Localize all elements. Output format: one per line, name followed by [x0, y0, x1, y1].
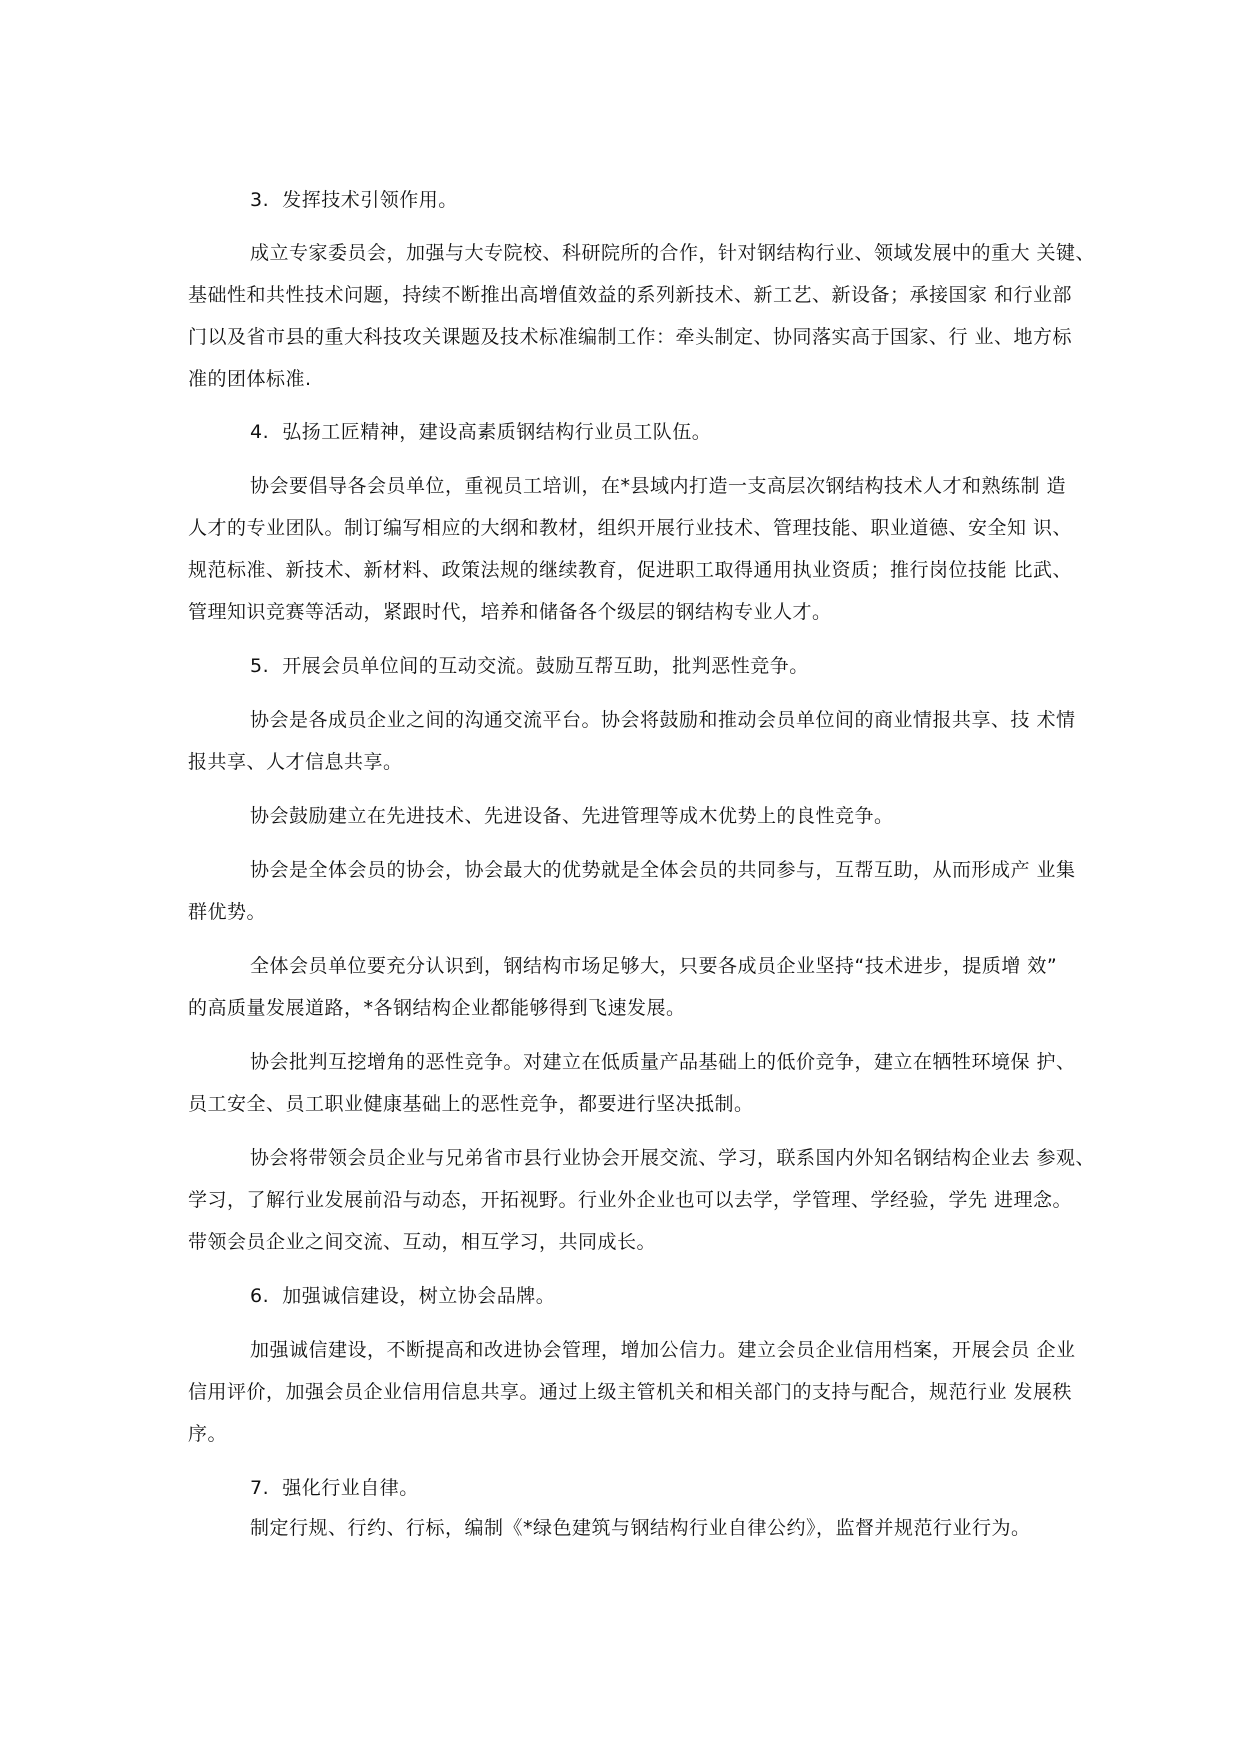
paragraph-line: 学习，了解行业发展前沿与动态，开拓视野。行业外企业也可以去学，学管理、学经验，学先 进理念。: [188, 1189, 1073, 1211]
paragraph-line: 协会要倡导各会员单位，重视员工培训，在*县域内打造一支高层次钢结构技术人才和熟练制 造: [250, 475, 1067, 497]
paragraph-line: 员工安全、员工职业健康基础上的恶性竞争，都要进行坚决抵制。: [188, 1093, 754, 1115]
paragraph-line: 群优势。: [188, 901, 267, 923]
paragraph-line: 的高质量发展道路，*各钢结构企业都能够得到飞速发展。: [188, 997, 686, 1019]
paragraph-line: 序。: [188, 1423, 228, 1445]
paragraph-line: 协会是各成员企业之间的沟通交流平台。协会将鼓励和推动会员单位间的商业情报共享、技 术情: [250, 709, 1076, 731]
paragraph-line: 协会批判互挖增角的恶性竞争。对建立在低质量产品基础上的低价竞争，建立在牺牲环境保 护、: [250, 1051, 1076, 1073]
paragraph-line: 准的团体标准.: [188, 368, 312, 390]
paragraph-line: 协会是全体会员的协会，协会最大的优势就是全体会员的共同参与，互帮互助，从而形成产 业集: [250, 859, 1076, 881]
paragraph-line: 全体会员单位要充分认识到，钢结构市场足够大，只要各成员企业坚持“技术进步，提质增 效”: [250, 955, 1058, 977]
heading-text: 3. 发挥技术引领作用。: [250, 189, 458, 211]
paragraph-line: 协会鼓励建立在先进技术、先进设备、先进管理等成木优势上的良性竞争。: [250, 805, 894, 827]
paragraph-line: 管理知识竞赛等活动，紧跟时代，培养和储备各个级层的钢结构专业人才。: [188, 601, 832, 623]
paragraph-line: 带领会员企业之间交流、互动，相互学习，共同成长。: [188, 1231, 657, 1253]
heading-text: 5. 开展会员单位间的互动交流。鼓励互帮互助，批判恶性竞争。: [250, 655, 809, 677]
paragraph-line: 报共享、人才信息共享。: [188, 751, 403, 773]
paragraph-line: 人才的专业团队。制订编写相应的大纲和教材，组织开展行业技术、管理技能、职业道德、安全知 识、: [188, 517, 1073, 539]
paragraph-line: 成立专家委员会，加强与大专院校、科研院所的合作，针对钢结构行业、领域发展中的重大 关键、: [250, 242, 1096, 264]
paragraph-line: 加强诚信建设，不断提高和改进协会管理，增加公信力。建立会员企业信用档案，开展会员 企业: [250, 1339, 1076, 1361]
paragraph-line: 信用评价，加强会员企业信用信息共享。通过上级主管机关和相关部门的支持与配合，规范行业 发展秩: [188, 1381, 1073, 1403]
heading-text: 4. 弘扬工匠精神，建设高素质钢结构行业员工队伍。: [250, 421, 712, 443]
paragraph-line: 制定行规、行约、行标，编制《*绿色建筑与钢结构行业自律公约》，监督并规范行业行为。: [250, 1517, 1031, 1539]
paragraph-line: 门以及省市县的重大科技攻关课题及技术标准编制工作：牵头制定、协同落实高于国家、行 业、地方标: [188, 326, 1073, 348]
paragraph-line: 规范标准、新技术、新材料、政策法规的继续教育，促进职工取得通用执业资质；推行岗位技能 比武、: [188, 559, 1073, 581]
heading-text: 6. 加强诚信建设，树立协会品牌。: [250, 1285, 556, 1307]
paragraph-line: 协会将带领会员企业与兄弟省市县行业协会开展交流、学习，联系国内外知名钢结构企业去 参观、: [250, 1147, 1096, 1169]
heading-text: 7. 强化行业自律。: [250, 1477, 419, 1499]
paragraph-line: 基础性和共性技术问题，持续不断推出高增值效益的系列新技术、新工艺、新设备；承接国家 和行业部: [188, 284, 1073, 306]
